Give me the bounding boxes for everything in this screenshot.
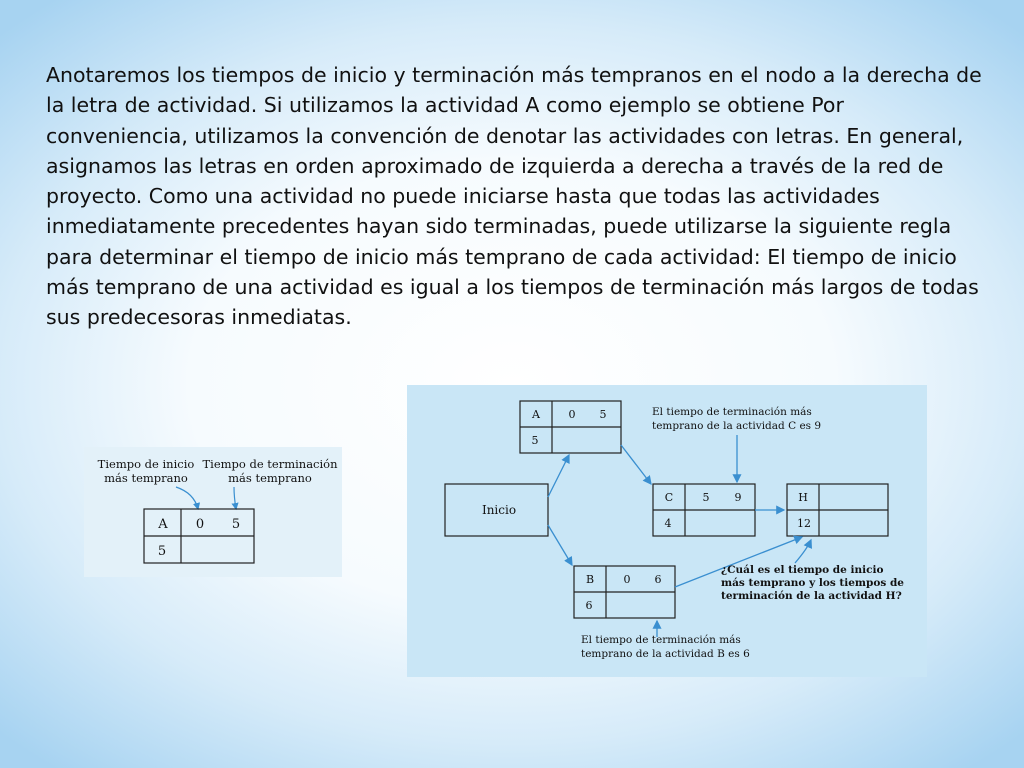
project-network-figure [407,385,927,677]
note-b-line1: El tiempo de terminación más [581,634,741,646]
node-inicio-label: Inicio [481,503,517,517]
node-ef: 5 [231,517,241,532]
node-c-duration: 4 [664,517,672,530]
node-a [520,401,621,453]
node-c-letter: C [664,491,674,504]
label-earliest-finish-line2: más temprano [228,471,312,485]
body-paragraph: Anotaremos los tiempos de inicio y terminación más tempranos en el nodo a la derecha de la letra de actividad. Si utilizamos la actividad A como ejemplo se obtiene Por conveniencia, utilizamos la convención de denotar las actividades con letras. En general, asignamos las letras en orden aproximado de izquierda a derecha a través de la red de proyecto. Como una actividad no puede iniciarse hasta que todas las actividades inmediatamente precedentes hayan sido terminadas, puede utilizarse la siguiente regla para determinar el tiempo de inicio más temprano de cada actividad: El tiempo de inicio más temprano de una actividad es igual a los tiempos de terminación más largos de todas sus predecesoras inmediatas. [46,63,982,330]
node-letter: A [158,517,168,532]
node-h-letter: H [798,491,808,504]
project-network-diagram [407,385,927,677]
node-c [653,484,755,536]
node-a-example [144,509,254,563]
node-inicio [445,484,548,536]
node-c-ef: 9 [734,491,742,504]
node-a-ef: 5 [599,408,607,421]
label-earliest-finish: Tiempo de terminación [202,457,338,471]
node-notation-figure [84,447,342,577]
label-earliest-start-line2: más temprano [104,471,188,485]
node-b-es: 0 [623,573,631,586]
arrow-to-ef [234,487,236,509]
arrow-to-es [176,487,198,509]
note-b-line2: temprano de la actividad B es 6 [581,648,750,660]
label-earliest-start: Tiempo de inicio [97,457,195,471]
question-h-line2: más temprano y los tiempos de [721,577,904,589]
note-c-line1: El tiempo de terminación más [652,406,812,418]
edge-inicio-a [548,455,569,497]
node-duration: 5 [157,544,167,559]
node-notation-diagram [84,447,342,577]
node-h-duration: 12 [797,517,811,530]
node-a-duration: 5 [531,434,539,447]
node-b-ef: 6 [654,573,662,586]
node-a-es: 0 [568,408,576,421]
edge-inicio-b [548,525,572,565]
note-c-line2: temprano de la actividad C es 9 [652,420,822,432]
question-h-line1: ¿Cuál es el tiempo de inicio [721,564,884,576]
node-b-duration: 6 [585,599,593,612]
question-h-pointer [795,540,811,563]
question-h-line3: terminación de la actividad H? [721,590,902,602]
node-b [574,566,675,618]
edge-a-c [621,445,651,484]
node-b-letter: B [585,573,595,586]
node-a-letter: A [532,408,540,421]
node-es: 0 [195,517,205,532]
node-h [787,484,888,536]
node-c-es: 5 [702,491,710,504]
